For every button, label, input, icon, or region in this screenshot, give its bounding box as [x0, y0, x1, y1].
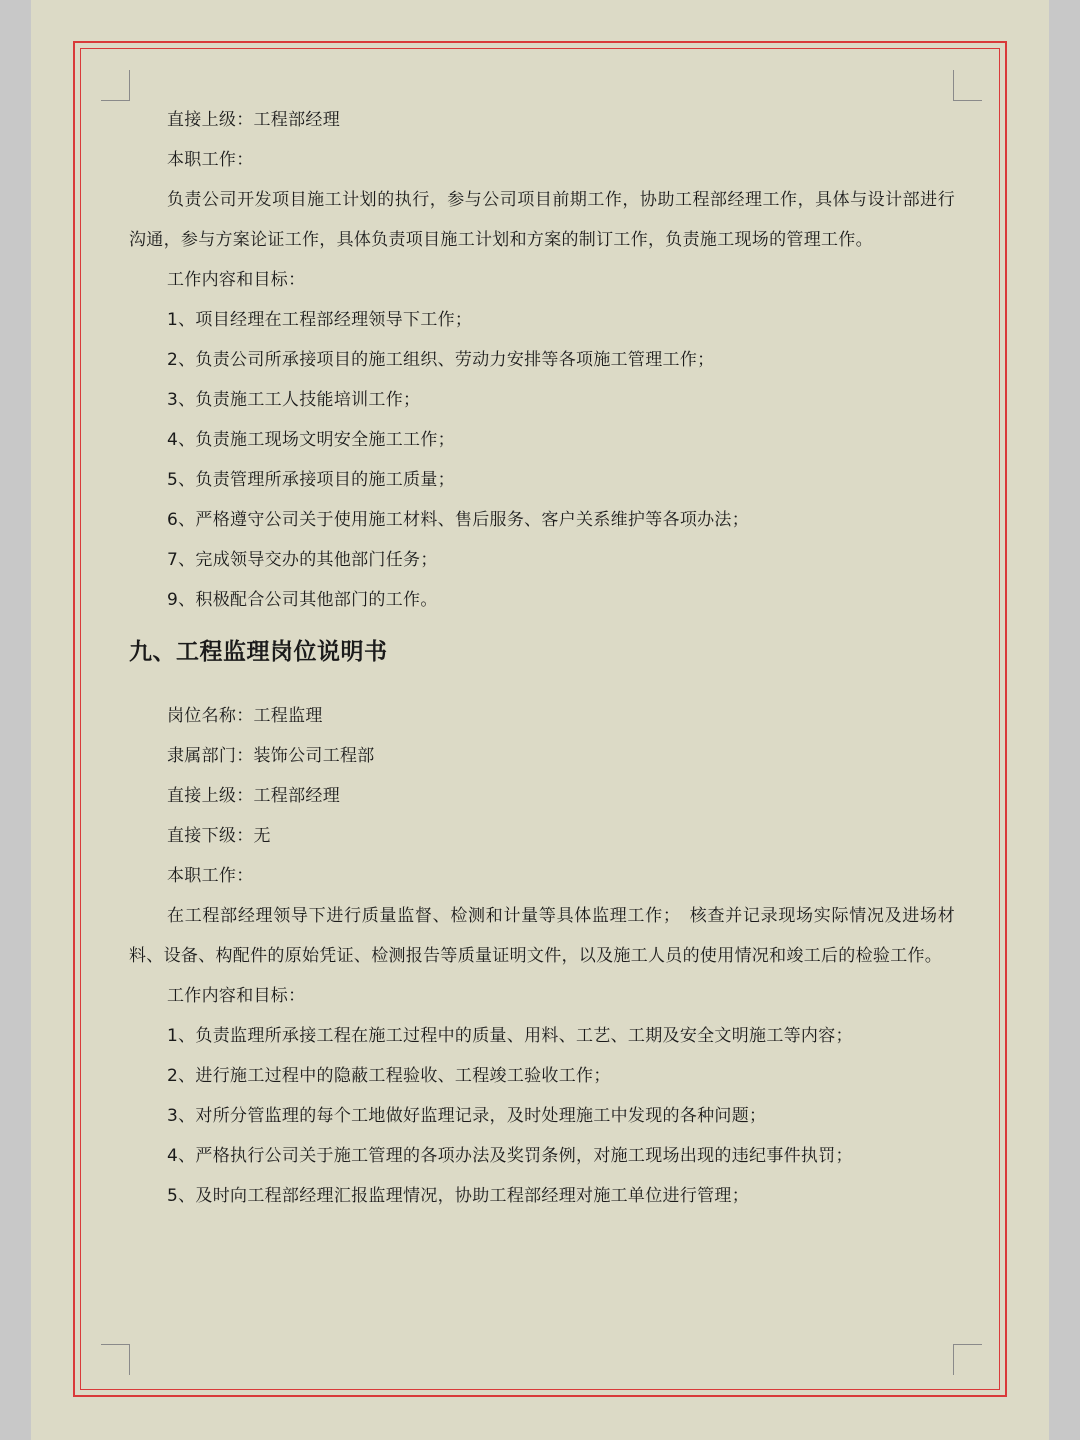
s8-goal-item: 6、严格遵守公司关于使用施工材料、售后服务、客户关系维护等各项办法； — [167, 510, 750, 530]
s8-goal-item: 5、负责管理所承接项目的施工质量； — [167, 470, 455, 490]
document-body — [129, 100, 955, 1216]
s8-goal-item: 7、完成领导交办的其他部门任务； — [167, 550, 438, 570]
s8-duty-label: 本职工作： — [167, 150, 254, 170]
crop-mark-top-left — [101, 70, 130, 101]
s9-duty-text: 在工程部经理领导下进行质量监督、检测和计量等具体监理工作； 核查并记录现场实际情况及进场材料、设备、构配件的原始凭证、检测报告等质量证明文件，以及施工人员的使用情况和竣工后的检验工作。 — [129, 906, 955, 966]
s8-goal-item: 2、负责公司所承接项目的施工组织、劳动力安排等各项施工管理工作； — [167, 350, 715, 370]
s9-goal-item: 4、严格执行公司关于施工管理的各项办法及奖罚条例，对施工现场出现的违纪事件执罚； — [167, 1146, 853, 1166]
crop-mark-bottom-left — [101, 1344, 130, 1375]
s9-duty-label: 本职工作： — [167, 866, 254, 886]
crop-mark-bottom-right — [953, 1344, 982, 1375]
s9-subordinate: 直接下级：无 — [167, 826, 271, 846]
s8-goal-item: 1、项目经理在工程部经理领导下工作； — [167, 310, 473, 330]
s9-goals-label: 工作内容和目标： — [167, 986, 306, 1006]
s8-goals-label: 工作内容和目标： — [167, 270, 306, 290]
s9-goal-item: 3、对所分管监理的每个工地做好监理记录，及时处理施工中发现的各种问题； — [167, 1106, 767, 1126]
s8-goal-item: 4、负责施工现场文明安全施工工作； — [167, 430, 455, 450]
s9-position-name: 岗位名称：工程监理 — [167, 706, 323, 726]
s8-duty-text: 负责公司开发项目施工计划的执行，参与公司项目前期工作，协助工程部经理工作，具体与设计部进行沟通，参与方案论证工作，具体负责项目施工计划和方案的制订工作，负责施工现场的管理工作。 — [129, 190, 955, 250]
s9-supervisor: 直接上级：工程部经理 — [167, 786, 340, 806]
s8-goal-item: 3、负责施工工人技能培训工作； — [167, 390, 421, 410]
s9-goal-item: 5、及时向工程部经理汇报监理情况，协助工程部经理对施工单位进行管理； — [167, 1186, 750, 1206]
crop-mark-top-right — [953, 70, 982, 101]
s9-goal-item: 1、负责监理所承接工程在施工过程中的质量、用料、工艺、工期及安全文明施工等内容； — [167, 1026, 853, 1046]
s9-goal-item: 2、进行施工过程中的隐蔽工程验收、工程竣工验收工作； — [167, 1066, 611, 1086]
section-heading: 九、工程监理岗位说明书 — [129, 639, 388, 665]
s8-goal-item: 9、积极配合公司其他部门的工作。 — [167, 590, 438, 610]
s8-supervisor: 直接上级：工程部经理 — [167, 110, 340, 130]
document-page — [31, 0, 1049, 1440]
s9-department: 隶属部门：装饰公司工程部 — [167, 746, 375, 766]
